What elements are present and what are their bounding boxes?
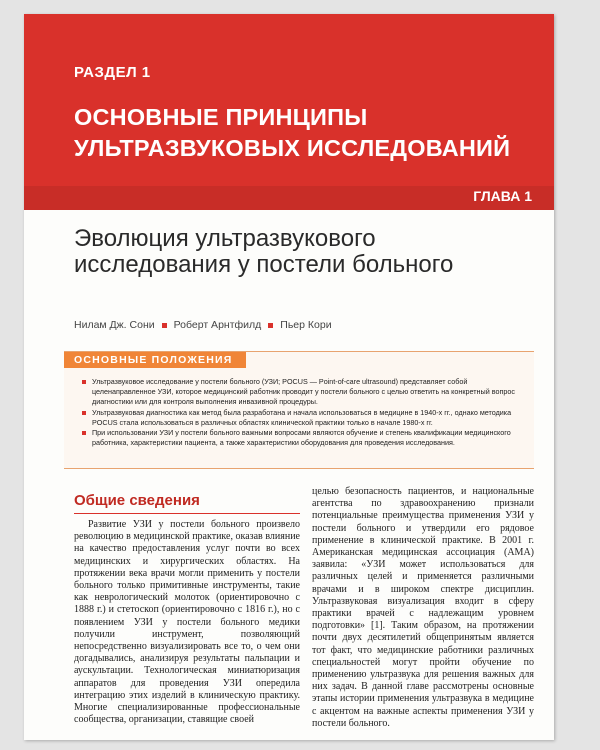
heading-divider [74, 513, 300, 514]
author-name: Нилам Дж. Сони [74, 319, 155, 331]
separator-square-icon [268, 323, 273, 328]
body-paragraph: целью безопасность пациентов, и национальные агентства по здравоохранению признали потенциальные преимущества применения УЗИ у постели больного и утвердили его рядовое применение в клинической практике. В 2001 г. Американская медицинская ассоциация (AMA) заявила: «УЗИ может использоваться для различных целей и применяется различными врачами и в широком спектре дисциплин. Ультразвуковая визуализация входит в сферу практики врачей с надлежащим уровнем подготовки» [1]. Таким образом, на протяжении почти двух десятилетий общепринятым является тот факт, что медицинские работники различных специальностей могут пройти обучение по применению ультразвука для решения важных для них задач. В данной главе рассмотрены основные этапы истории применения ультразвука в медицине с акцентом на важные аспекты применения УЗИ у постели больного. [312, 486, 534, 729]
body-paragraph: Развитие УЗИ у постели больного произвело революцию в медицинской практике, оказав влияние на качество предоставления услуг почти во всех медицинских и хирургических областях. На протяжении века врачи могли применить у постели больного только примитивные инструменты, такие как неврологический молоток (ориентировочно с 1888 г.) и стетоскоп (ориентировочно с 1816 г.), но с появлением УЗИ у постели больного медики получили инструмент, позволяющий непосредственно визуализировать все то, о чем они догадывались, анализируя результаты пальпации и аускультации. Технологическая миниатюризация аппаратов для проведения УЗИ опередила интеграцию этих изделий в клиническую практику. Многие специализированные профессиональные сообщества, организации, ставящие своей [74, 519, 300, 726]
book-page [24, 14, 554, 740]
key-points-title: ОСНОВНЫЕ ПОЛОЖЕНИЯ [64, 352, 246, 368]
section-title: ОСНОВНЫЕ ПРИНЦИПЫ УЛЬТРАЗВУКОВЫХ ИССЛЕДОВАНИЙ [74, 104, 511, 161]
chapter-title: Эволюция ультразвукового исследования у постели больного [74, 225, 454, 278]
body-column-right [312, 486, 534, 730]
key-point-item: Ультразвуковая диагностика как метод была разработана и начала использоваться в медицине в 1940-х гг., однако методика POCUS стала использоваться в различных областях клинической практики только в начале 1980-х гг. [82, 408, 522, 428]
separator-square-icon [162, 323, 167, 328]
body-column-left [74, 519, 300, 726]
author-name: Роберт Арнтфилд [173, 319, 262, 331]
key-point-item: При использовании УЗИ у постели больного важными вопросами являются обучение и степень квалификации медицинского работника, характеристики пациента, а также характеристики оборудования для проведения исследования. [82, 428, 522, 448]
author-name: Пьер Кори [280, 319, 332, 331]
section-header [24, 14, 554, 210]
key-point-item: Ультразвуковое исследование у постели больного (УЗИ; POCUS — Point-of-care ultrasound) представляет собой целенаправленное УЗИ, которое медицинский работник проводит у постели больного с целью ответить на конкретный вопрос диагностики или для контроля выполнения инвазивной процедуры. [82, 377, 522, 407]
general-heading: Общие сведения [74, 492, 200, 509]
key-points-list [82, 377, 522, 449]
key-points-box [64, 351, 534, 469]
authors [74, 319, 332, 331]
section-label: РАЗДЕЛ 1 [74, 64, 151, 81]
chapter-label: ГЛАВА 1 [473, 188, 532, 204]
